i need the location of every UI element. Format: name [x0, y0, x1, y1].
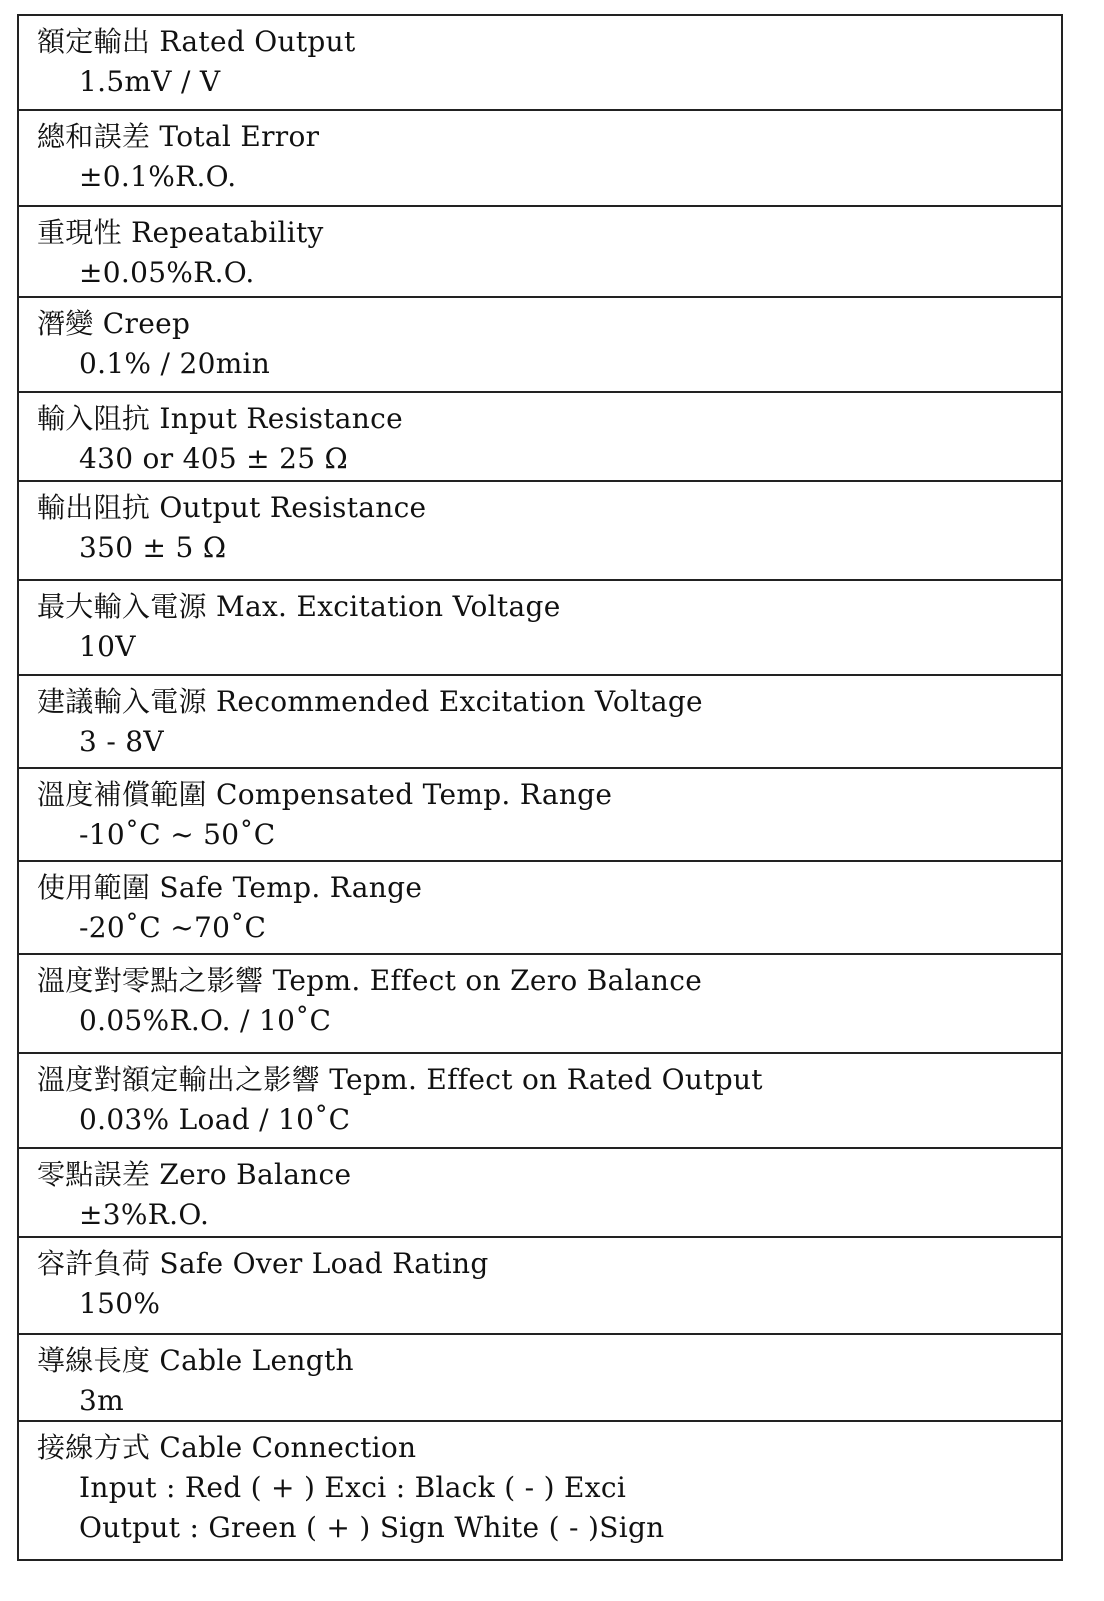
- spec-table: [17, 14, 1063, 1561]
- spec-value: ±0.1%R.O.: [79, 160, 237, 193]
- spec-value: 350 ± 5 Ω: [79, 531, 227, 564]
- spec-title: 額定輸出 Rated Output: [37, 25, 356, 58]
- spec-row-total-error: [19, 109, 1061, 205]
- spec-row-safe-temp: [19, 860, 1061, 953]
- spec-row-rated-output: [19, 16, 1061, 109]
- spec-title: 溫度補償範圍 Compensated Temp. Range: [37, 778, 613, 811]
- spec-title: 容許負荷 Safe Over Load Rating: [37, 1247, 489, 1280]
- spec-title: 零點誤差 Zero Balance: [37, 1158, 352, 1191]
- spec-row-input-resistance: [19, 391, 1061, 480]
- spec-title: 最大輸入電源 Max. Excitation Voltage: [37, 590, 561, 623]
- spec-row-output-resistance: [19, 480, 1061, 579]
- spec-row-zero-balance: [19, 1147, 1061, 1236]
- spec-value: ±3%R.O.: [79, 1198, 210, 1231]
- spec-title: 導線長度 Cable Length: [37, 1344, 354, 1377]
- spec-title: 接線方式 Cable Connection: [37, 1431, 417, 1464]
- spec-value-output: Output : Green ( + ) Sign White ( - )Sign: [79, 1511, 665, 1544]
- spec-title: 重現性 Repeatability: [37, 216, 324, 249]
- spec-row-repeatability: [19, 205, 1061, 296]
- spec-value: ±0.05%R.O.: [79, 256, 255, 289]
- spec-value: 1.5mV / V: [79, 65, 221, 98]
- spec-row-temp-effect-output: [19, 1052, 1061, 1147]
- spec-row-safe-overload: [19, 1236, 1061, 1333]
- spec-title: 溫度對額定輸出之影響 Tepm. Effect on Rated Output: [37, 1063, 763, 1096]
- spec-value: 0.1% / 20min: [79, 347, 271, 380]
- spec-row-cable-connection: [19, 1420, 1061, 1559]
- spec-title: 使用範圍 Safe Temp. Range: [37, 871, 423, 904]
- spec-title: 建議輸入電源 Recommended Excitation Voltage: [37, 685, 703, 718]
- spec-row-max-excitation: [19, 579, 1061, 674]
- spec-value: -10˚C ~ 50˚C: [79, 818, 276, 851]
- spec-row-compensated-temp: [19, 767, 1061, 860]
- spec-value: 0.05%R.O. / 10˚C: [79, 1004, 332, 1037]
- spec-value: 10V: [79, 630, 136, 663]
- spec-row-creep: [19, 296, 1061, 391]
- spec-title: 溫度對零點之影響 Tepm. Effect on Zero Balance: [37, 964, 703, 997]
- spec-value: 3m: [79, 1384, 124, 1417]
- spec-row-temp-effect-zero: [19, 953, 1061, 1052]
- spec-value: 0.03% Load / 10˚C: [79, 1103, 351, 1136]
- spec-title: 潛變 Creep: [37, 307, 191, 340]
- spec-row-cable-length: [19, 1333, 1061, 1420]
- spec-value: 3 - 8V: [79, 725, 164, 758]
- spec-value-input: Input : Red ( + ) Exci : Black ( - ) Exci: [79, 1471, 627, 1504]
- spec-value: 150%: [79, 1287, 161, 1320]
- spec-title: 輸入阻抗 Input Resistance: [37, 402, 403, 435]
- spec-row-recommended-excitation: [19, 674, 1061, 767]
- spec-value: -20˚C ~70˚C: [79, 911, 267, 944]
- spec-title: 總和誤差 Total Error: [37, 120, 320, 153]
- spec-title: 輸出阻抗 Output Resistance: [37, 491, 427, 524]
- spec-value: 430 or 405 ± 25 Ω: [79, 442, 349, 475]
